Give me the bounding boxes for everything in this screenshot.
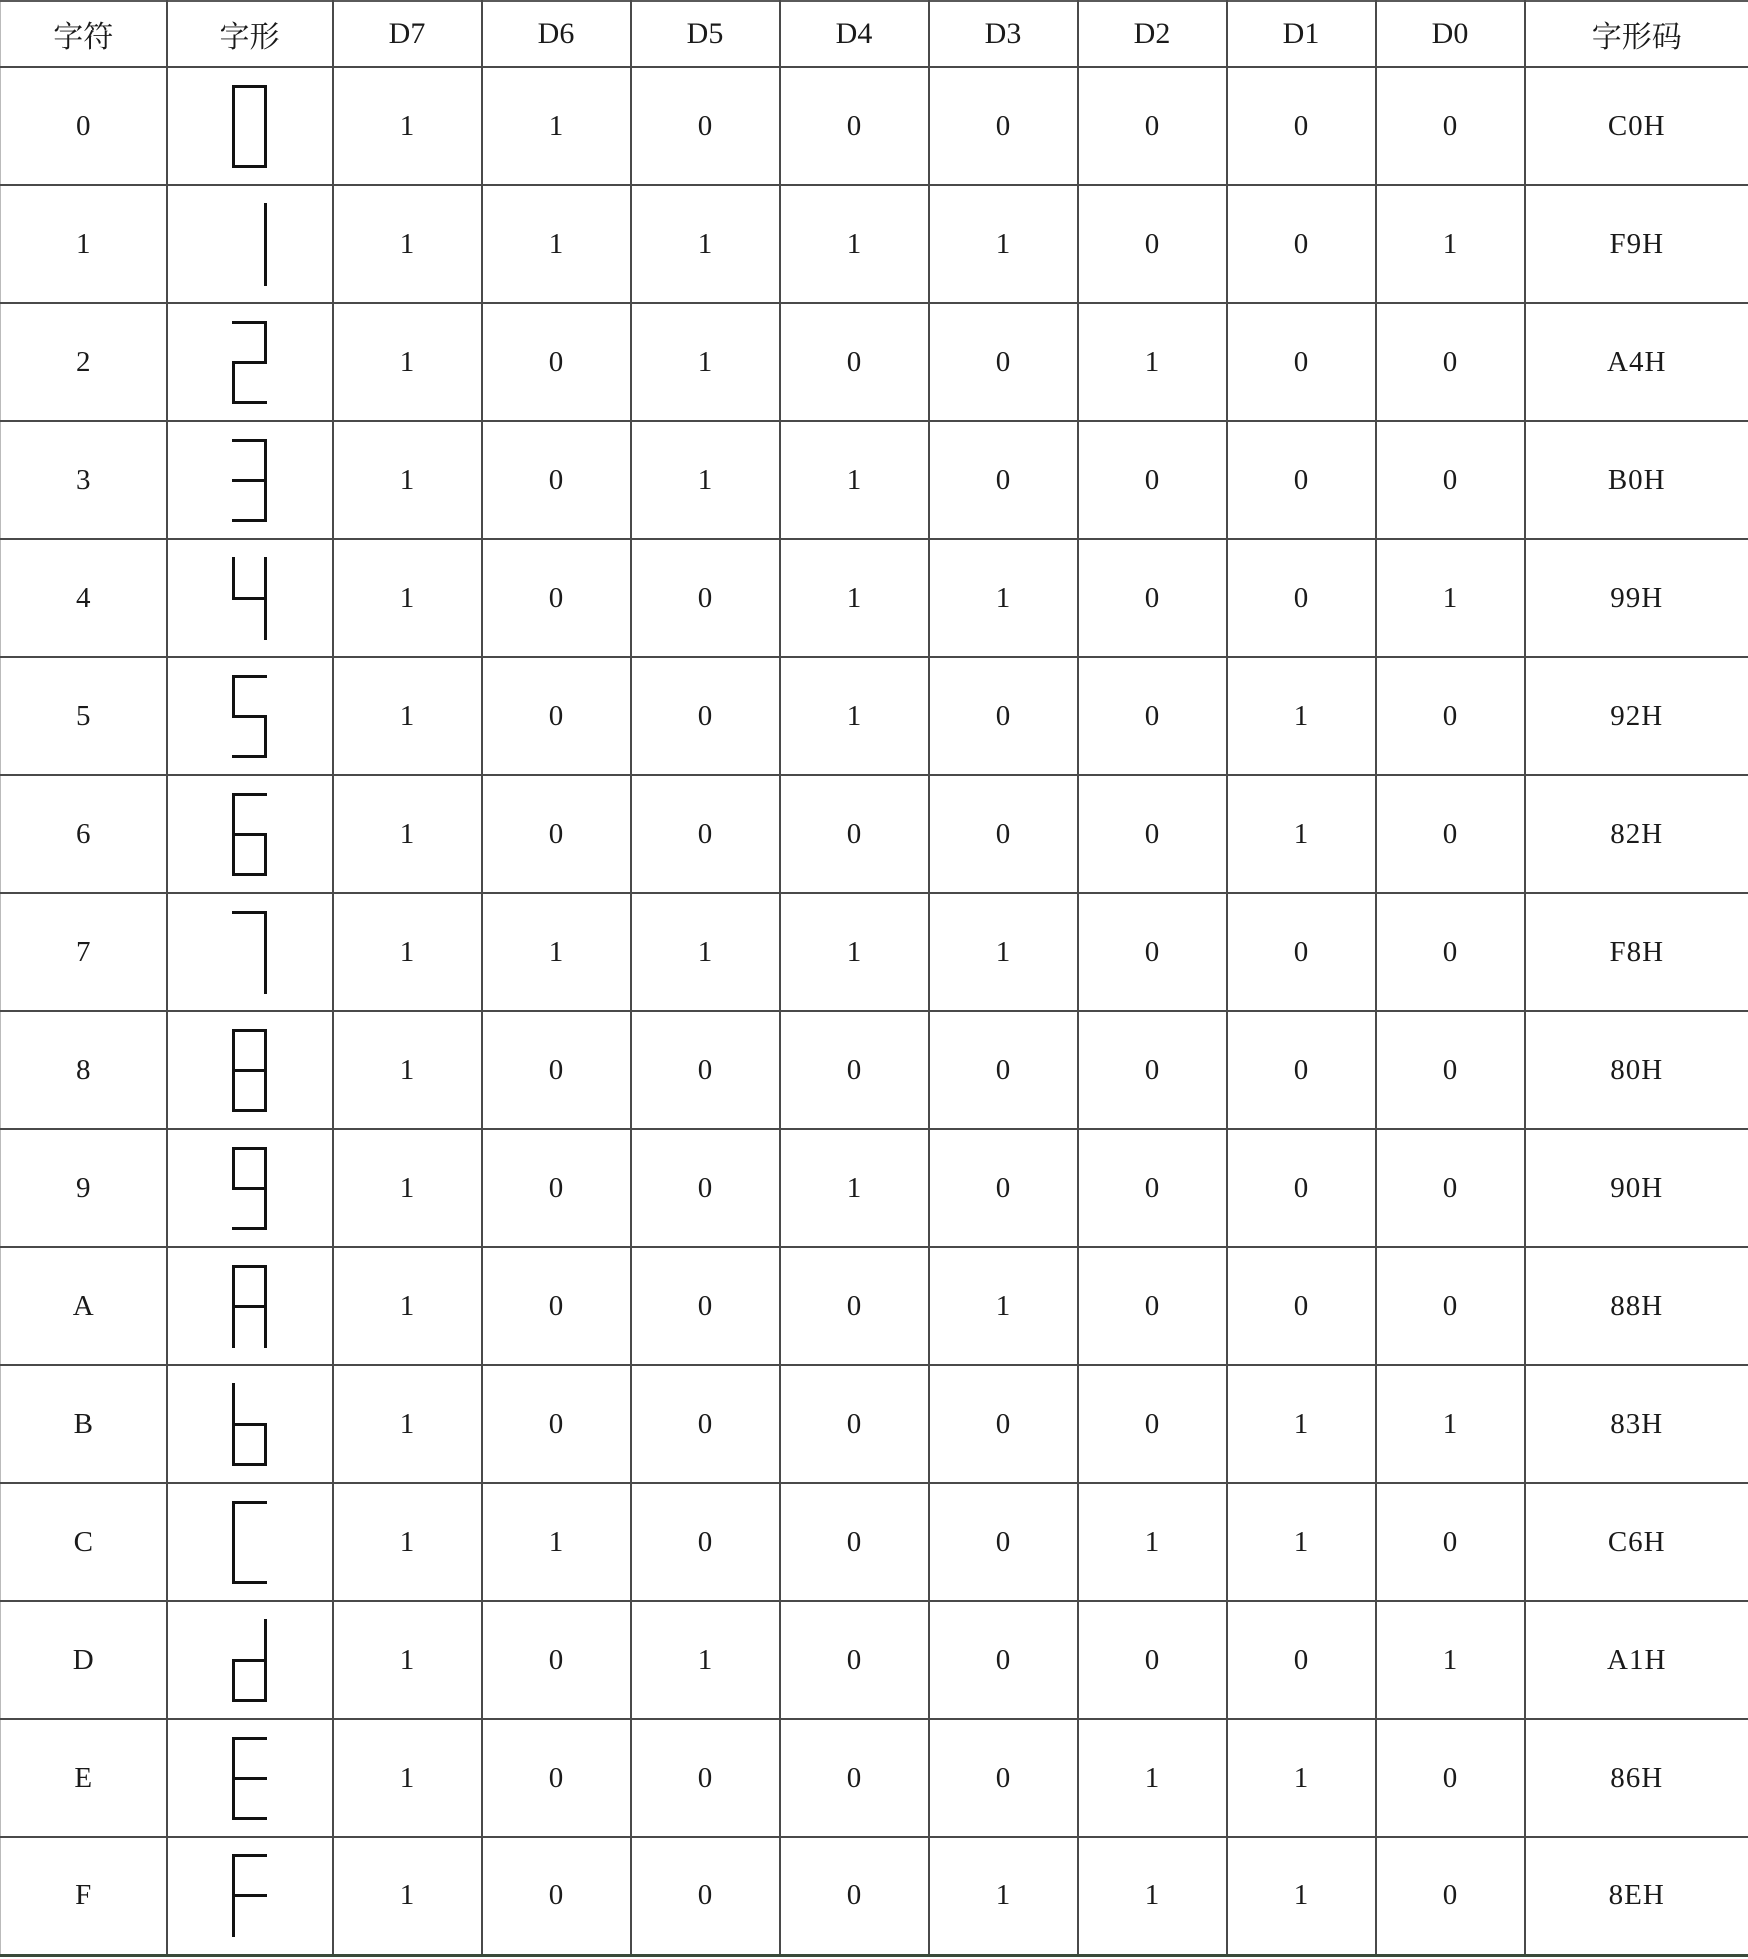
seven-segment-glyph: [232, 675, 267, 758]
bit-cell-d5: 0: [631, 67, 780, 185]
bit-cell-d3: 1: [929, 1247, 1078, 1365]
bit-cell-d6: 1: [482, 67, 631, 185]
seven-segment-glyph: [232, 1265, 267, 1348]
bit-cell-d0: 1: [1376, 539, 1525, 657]
bit-cell-d2: 0: [1078, 421, 1227, 539]
bit-cell-d0: 1: [1376, 185, 1525, 303]
table-row: [1, 657, 1748, 775]
char-cell: 7: [1, 893, 167, 1011]
bit-cell-d0: 0: [1376, 1011, 1525, 1129]
bit-cell-d3: 1: [929, 539, 1078, 657]
bit-cell-d1: 1: [1227, 1483, 1376, 1601]
bit-cell-d6: 1: [482, 893, 631, 1011]
bit-cell-d3: 1: [929, 1837, 1078, 1955]
bit-cell-d7: 1: [333, 1365, 482, 1483]
seven-segment-glyph: [232, 1383, 267, 1466]
bit-cell-d0: 0: [1376, 421, 1525, 539]
bit-cell-d6: 1: [482, 185, 631, 303]
bit-cell-d0: 1: [1376, 1365, 1525, 1483]
seven-segment-glyph: [232, 1501, 267, 1584]
code-cell: 83H: [1525, 1365, 1748, 1483]
bit-cell-d6: 0: [482, 657, 631, 775]
bit-cell-d2: 0: [1078, 1011, 1227, 1129]
column-header: D0: [1376, 1, 1525, 67]
column-header: 字形: [167, 1, 333, 67]
bit-cell-d2: 0: [1078, 539, 1227, 657]
column-header: D4: [780, 1, 929, 67]
bit-cell-d0: 0: [1376, 1719, 1525, 1837]
bit-cell-d1: 0: [1227, 539, 1376, 657]
char-cell: 3: [1, 421, 167, 539]
table-row: [1, 775, 1748, 893]
bit-cell-d0: 0: [1376, 303, 1525, 421]
table-row: [1, 1719, 1748, 1837]
bit-cell-d7: 1: [333, 893, 482, 1011]
char-cell: 1: [1, 185, 167, 303]
bit-cell-d4: 0: [780, 1011, 929, 1129]
char-cell: C: [1, 1483, 167, 1601]
bit-cell-d7: 1: [333, 1837, 482, 1955]
bit-cell-d2: 0: [1078, 1365, 1227, 1483]
char-cell: 4: [1, 539, 167, 657]
bit-cell-d5: 0: [631, 1129, 780, 1247]
bit-cell-d3: 0: [929, 1129, 1078, 1247]
code-cell: 80H: [1525, 1011, 1748, 1129]
bit-cell-d1: 1: [1227, 1837, 1376, 1955]
bit-cell-d2: 0: [1078, 657, 1227, 775]
bit-cell-d3: 1: [929, 185, 1078, 303]
bit-cell-d2: 0: [1078, 1129, 1227, 1247]
bit-cell-d2: 0: [1078, 185, 1227, 303]
glyph-cell: [167, 421, 333, 539]
bit-cell-d3: 0: [929, 1719, 1078, 1837]
seven-segment-glyph: [232, 911, 267, 994]
glyph-cell: [167, 1129, 333, 1247]
bit-cell-d7: 1: [333, 185, 482, 303]
bit-cell-d7: 1: [333, 1601, 482, 1719]
code-cell: B0H: [1525, 421, 1748, 539]
glyph-cell: [167, 185, 333, 303]
bit-cell-d6: 0: [482, 421, 631, 539]
bit-cell-d4: 0: [780, 1601, 929, 1719]
bit-cell-d4: 0: [780, 67, 929, 185]
bit-cell-d2: 0: [1078, 1247, 1227, 1365]
glyph-cell: [167, 1601, 333, 1719]
code-cell: 8EH: [1525, 1837, 1748, 1955]
bit-cell-d6: 0: [482, 1365, 631, 1483]
bit-cell-d6: 0: [482, 539, 631, 657]
bit-cell-d4: 1: [780, 893, 929, 1011]
bit-cell-d1: 0: [1227, 1247, 1376, 1365]
bit-cell-d0: 0: [1376, 657, 1525, 775]
seven-segment-glyph: [232, 793, 267, 876]
bit-cell-d4: 0: [780, 1365, 929, 1483]
char-cell: 6: [1, 775, 167, 893]
code-cell: C0H: [1525, 67, 1748, 185]
table-row: [1, 1129, 1748, 1247]
char-cell: B: [1, 1365, 167, 1483]
bit-cell-d4: 0: [780, 1719, 929, 1837]
bit-cell-d2: 0: [1078, 1601, 1227, 1719]
column-header: D7: [333, 1, 482, 67]
bit-cell-d2: 1: [1078, 1719, 1227, 1837]
seven-segment-glyph: [232, 1029, 267, 1112]
bit-cell-d5: 1: [631, 185, 780, 303]
bit-cell-d3: 0: [929, 775, 1078, 893]
bit-cell-d7: 1: [333, 657, 482, 775]
bit-cell-d4: 0: [780, 1483, 929, 1601]
bit-cell-d4: 1: [780, 1129, 929, 1247]
bit-cell-d7: 1: [333, 1129, 482, 1247]
bit-cell-d3: 0: [929, 657, 1078, 775]
seven-segment-glyph: [232, 439, 267, 522]
glyph-cell: [167, 893, 333, 1011]
glyph-cell: [167, 1483, 333, 1601]
bit-cell-d6: 0: [482, 1011, 631, 1129]
char-cell: 0: [1, 67, 167, 185]
table-row: [1, 1365, 1748, 1483]
bit-cell-d6: 0: [482, 775, 631, 893]
bit-cell-d5: 1: [631, 303, 780, 421]
table-row: [1, 303, 1748, 421]
code-cell: A4H: [1525, 303, 1748, 421]
table-row: [1, 185, 1748, 303]
seven-segment-glyph: [232, 557, 267, 640]
bit-cell-d1: 1: [1227, 1365, 1376, 1483]
column-header: D6: [482, 1, 631, 67]
bit-cell-d7: 1: [333, 1483, 482, 1601]
code-cell: 90H: [1525, 1129, 1748, 1247]
code-cell: 99H: [1525, 539, 1748, 657]
bit-cell-d5: 1: [631, 421, 780, 539]
bit-cell-d0: 1: [1376, 1601, 1525, 1719]
header-row: [1, 1, 1748, 67]
bit-cell-d0: 0: [1376, 1837, 1525, 1955]
code-cell: A1H: [1525, 1601, 1748, 1719]
bit-cell-d3: 0: [929, 1365, 1078, 1483]
bit-cell-d2: 0: [1078, 893, 1227, 1011]
glyph-cell: [167, 657, 333, 775]
bit-cell-d4: 0: [780, 775, 929, 893]
bit-cell-d7: 1: [333, 1719, 482, 1837]
column-header: D3: [929, 1, 1078, 67]
bit-cell-d3: 0: [929, 1483, 1078, 1601]
glyph-cell: [167, 1719, 333, 1837]
bit-cell-d5: 0: [631, 1483, 780, 1601]
bit-cell-d3: 0: [929, 303, 1078, 421]
glyph-cell: [167, 1365, 333, 1483]
glyph-cell: [167, 1837, 333, 1955]
column-header: D2: [1078, 1, 1227, 67]
code-cell: 82H: [1525, 775, 1748, 893]
seven-segment-glyph: [232, 85, 267, 168]
table-row: [1, 67, 1748, 185]
bit-cell-d7: 1: [333, 1011, 482, 1129]
bit-cell-d1: 0: [1227, 1601, 1376, 1719]
char-cell: 2: [1, 303, 167, 421]
bit-cell-d6: 0: [482, 303, 631, 421]
bit-cell-d4: 1: [780, 657, 929, 775]
bit-cell-d5: 0: [631, 775, 780, 893]
bit-cell-d3: 0: [929, 421, 1078, 539]
char-cell: D: [1, 1601, 167, 1719]
column-header: 字形码: [1525, 1, 1748, 67]
code-cell: 88H: [1525, 1247, 1748, 1365]
table-row: [1, 1837, 1748, 1955]
glyph-cell: [167, 1011, 333, 1129]
bit-cell-d0: 0: [1376, 893, 1525, 1011]
table-row: [1, 1011, 1748, 1129]
bit-cell-d2: 1: [1078, 1483, 1227, 1601]
seven-segment-glyph: [232, 321, 267, 404]
bit-cell-d1: 0: [1227, 303, 1376, 421]
bit-cell-d5: 1: [631, 893, 780, 1011]
table-row: [1, 1483, 1748, 1601]
bit-cell-d5: 1: [631, 1601, 780, 1719]
bit-cell-d6: 0: [482, 1247, 631, 1365]
bit-cell-d7: 1: [333, 303, 482, 421]
bit-cell-d7: 1: [333, 539, 482, 657]
code-cell: C6H: [1525, 1483, 1748, 1601]
table-row: [1, 421, 1748, 539]
char-cell: F: [1, 1837, 167, 1955]
glyph-cell: [167, 303, 333, 421]
seven-segment-glyph: [232, 1854, 267, 1937]
bit-cell-d1: 0: [1227, 893, 1376, 1011]
char-cell: A: [1, 1247, 167, 1365]
bit-cell-d6: 1: [482, 1483, 631, 1601]
seven-segment-glyph: [232, 1737, 267, 1820]
bit-cell-d1: 0: [1227, 1129, 1376, 1247]
bit-cell-d1: 1: [1227, 775, 1376, 893]
bit-cell-d5: 0: [631, 657, 780, 775]
table-row: [1, 1247, 1748, 1365]
bit-cell-d6: 0: [482, 1837, 631, 1955]
bit-cell-d1: 0: [1227, 67, 1376, 185]
bit-cell-d6: 0: [482, 1601, 631, 1719]
table-row: [1, 1601, 1748, 1719]
bit-cell-d0: 0: [1376, 1247, 1525, 1365]
code-cell: F9H: [1525, 185, 1748, 303]
bit-cell-d5: 0: [631, 1011, 780, 1129]
char-cell: 8: [1, 1011, 167, 1129]
bit-cell-d3: 0: [929, 67, 1078, 185]
seven-segment-glyph: [232, 1619, 267, 1702]
column-header: 字符: [1, 1, 167, 67]
bit-cell-d5: 0: [631, 539, 780, 657]
char-cell: 5: [1, 657, 167, 775]
bit-cell-d1: 1: [1227, 657, 1376, 775]
bit-cell-d3: 1: [929, 893, 1078, 1011]
bit-cell-d2: 1: [1078, 1837, 1227, 1955]
bit-cell-d7: 1: [333, 421, 482, 539]
bit-cell-d5: 0: [631, 1719, 780, 1837]
bit-cell-d2: 1: [1078, 303, 1227, 421]
bit-cell-d6: 0: [482, 1129, 631, 1247]
char-cell: 9: [1, 1129, 167, 1247]
bit-cell-d1: 0: [1227, 421, 1376, 539]
bit-cell-d0: 0: [1376, 1483, 1525, 1601]
column-header: D5: [631, 1, 780, 67]
bit-cell-d1: 0: [1227, 185, 1376, 303]
glyph-cell: [167, 539, 333, 657]
bit-cell-d2: 0: [1078, 775, 1227, 893]
bit-cell-d4: 1: [780, 421, 929, 539]
table-row: [1, 539, 1748, 657]
bit-cell-d0: 0: [1376, 1129, 1525, 1247]
seven-segment-glyph: [232, 1147, 267, 1230]
bit-cell-d5: 0: [631, 1247, 780, 1365]
table-row: [1, 893, 1748, 1011]
char-cell: E: [1, 1719, 167, 1837]
code-cell: F8H: [1525, 893, 1748, 1011]
code-cell: 86H: [1525, 1719, 1748, 1837]
glyph-cell: [167, 67, 333, 185]
bit-cell-d5: 0: [631, 1365, 780, 1483]
table-body: [1, 1, 1748, 1955]
bit-cell-d7: 1: [333, 67, 482, 185]
bit-cell-d4: 1: [780, 185, 929, 303]
bit-cell-d1: 1: [1227, 1719, 1376, 1837]
glyph-cell: [167, 1247, 333, 1365]
seven-segment-glyph: [232, 203, 267, 286]
bit-cell-d4: 0: [780, 1247, 929, 1365]
code-cell: 92H: [1525, 657, 1748, 775]
bit-cell-d0: 0: [1376, 67, 1525, 185]
bit-cell-d3: 0: [929, 1011, 1078, 1129]
bit-cell-d4: 1: [780, 539, 929, 657]
bit-cell-d3: 0: [929, 1601, 1078, 1719]
bit-cell-d5: 0: [631, 1837, 780, 1955]
bit-cell-d4: 0: [780, 1837, 929, 1955]
bit-cell-d4: 0: [780, 303, 929, 421]
bit-cell-d1: 0: [1227, 1011, 1376, 1129]
glyph-cell: [167, 775, 333, 893]
bit-cell-d2: 0: [1078, 67, 1227, 185]
bit-cell-d0: 0: [1376, 775, 1525, 893]
column-header: D1: [1227, 1, 1376, 67]
bit-cell-d7: 1: [333, 775, 482, 893]
bit-cell-d7: 1: [333, 1247, 482, 1365]
bit-cell-d6: 0: [482, 1719, 631, 1837]
